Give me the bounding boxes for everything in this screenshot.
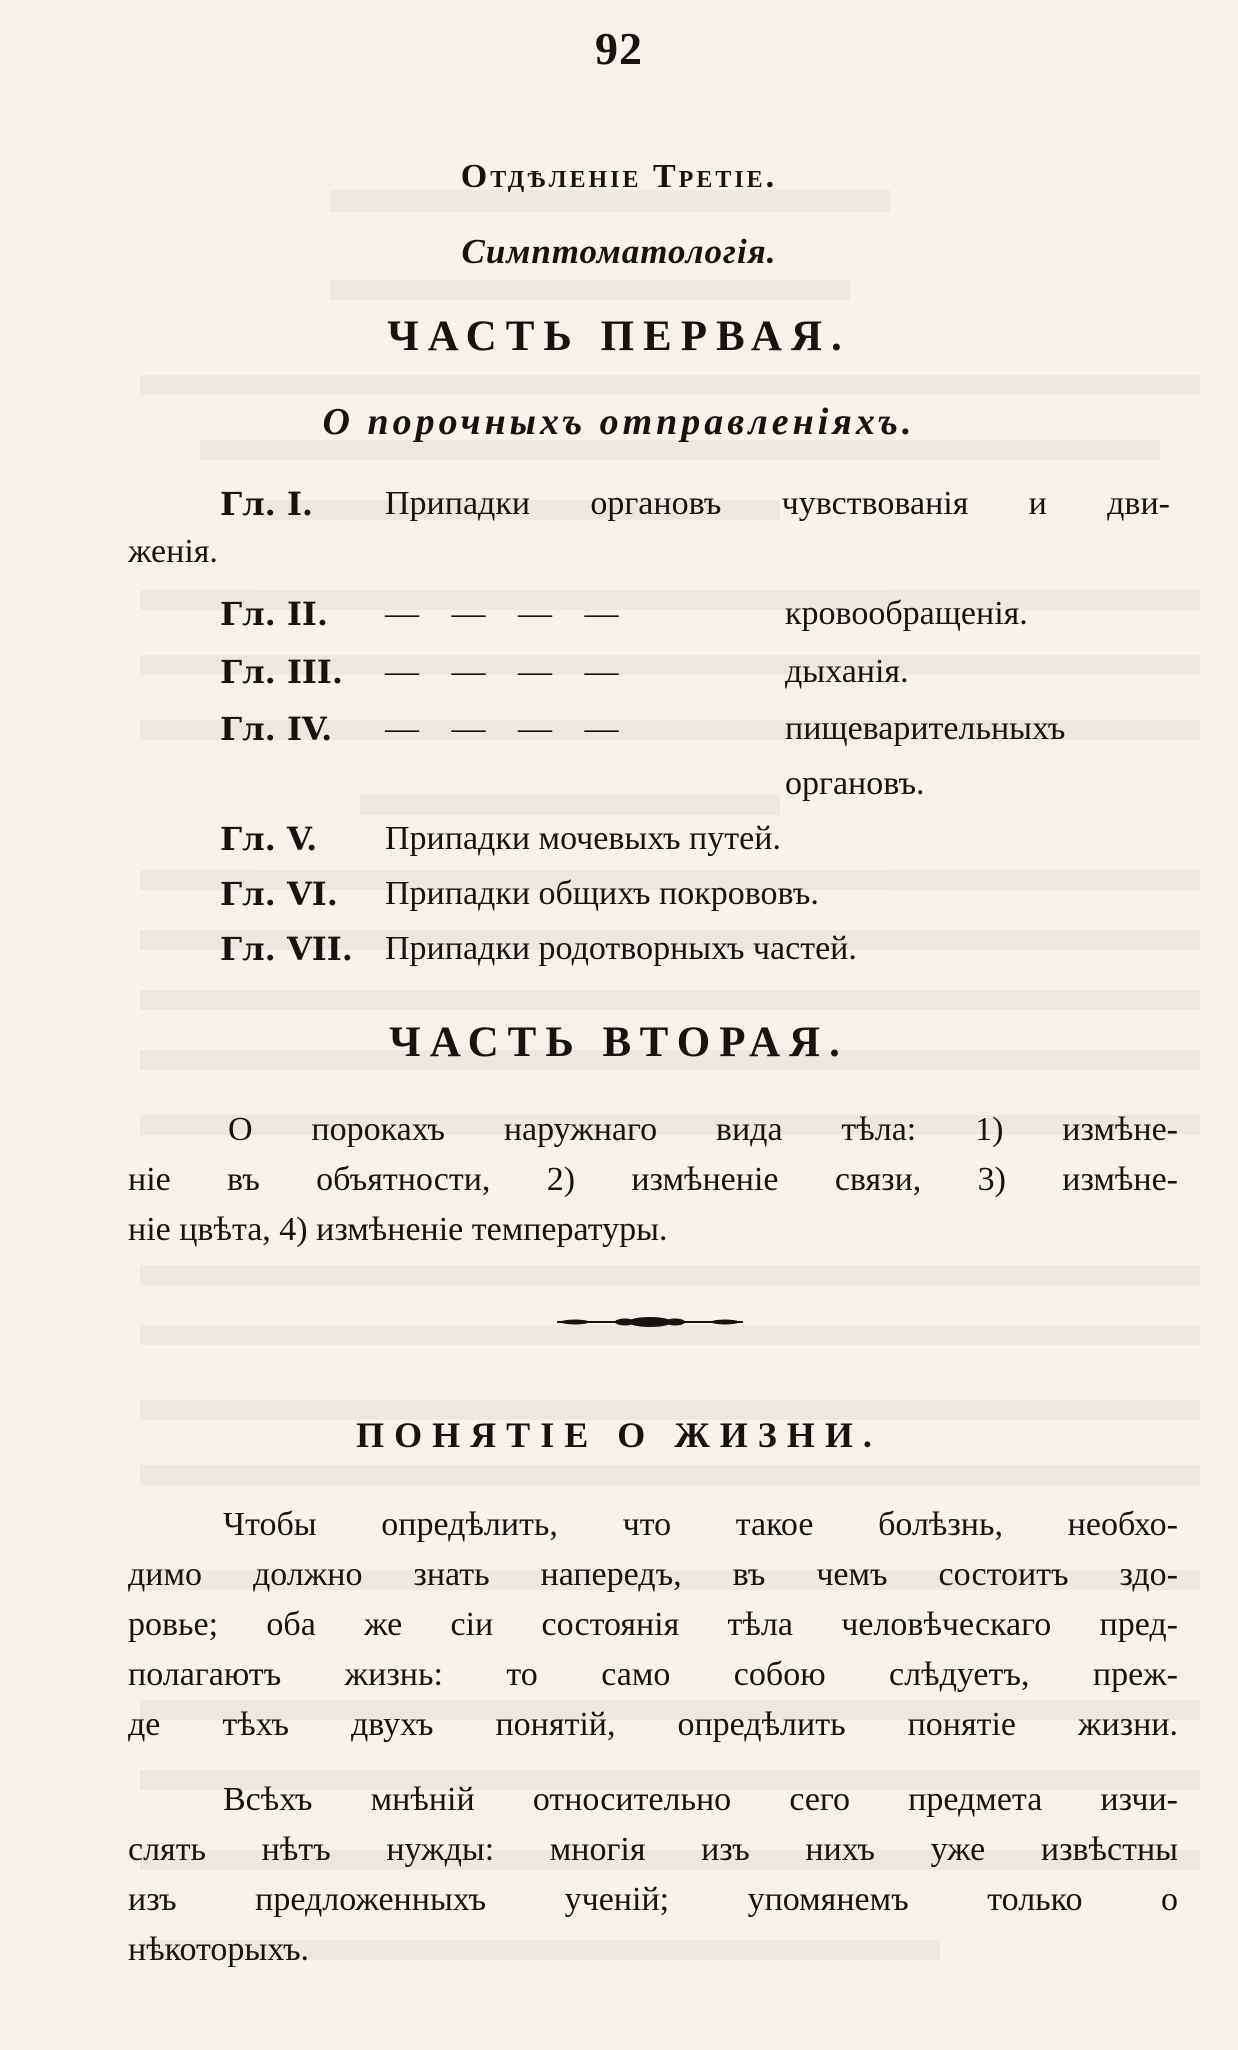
chapter-row	[0, 590, 1238, 638]
text-line: ровье; оба же сіи состоянія тѣла человѣческаго пред-	[128, 1606, 1178, 1643]
text-line: О порокахъ наружнаго вида тѣла: 1) измѣне-	[228, 1111, 1178, 1148]
text-line: полагаютъ жизнь: то само собою слѣдуетъ, преж-	[128, 1656, 1178, 1693]
text-line: изъ предложенныхъ ученій; упомянемъ только о	[128, 1881, 1178, 1918]
chapter-number: Гл. III.	[220, 653, 343, 691]
part-one-heading: ЧАСТЬ ПЕРВАЯ.	[387, 313, 851, 360]
chapter-title: Припадки родотворныхъ частей.	[385, 930, 857, 967]
ditto-dashes: — — — —	[385, 595, 631, 632]
text-line: нѣкоторыхъ.	[128, 1931, 310, 1968]
part-one-subheading: О порочныхъ отправленіяхъ.	[322, 401, 916, 443]
text-line: слять нѣтъ нужды: многія изъ нихъ уже извѣстны	[128, 1831, 1178, 1868]
concept-paragraph-2	[128, 1775, 1178, 1975]
chapter-number: Гл. VII.	[220, 930, 353, 968]
chapter-row	[0, 480, 1238, 528]
chapter-title-continuation: женія.	[128, 533, 218, 570]
chapter-row	[0, 705, 1238, 753]
chapter-row	[0, 870, 1238, 918]
chapter-title: кровообращенія.	[785, 595, 1028, 632]
ditto-dashes: — — — —	[385, 653, 631, 690]
concept-paragraph-1	[128, 1500, 1178, 1750]
chapter-row	[0, 648, 1238, 696]
part-two-paragraph	[128, 1105, 1178, 1255]
part-two-heading: ЧАСТЬ ВТОРАЯ.	[389, 1019, 849, 1066]
chapter-number: Гл. V.	[220, 820, 318, 858]
text-line: димо должно знать напередъ, въ чемъ состоитъ здо-	[128, 1556, 1178, 1593]
text-line: Всѣхъ мнѣній относительно сего предмета изчи-	[223, 1781, 1178, 1818]
chapter-title: Припадки общихъ покрововъ.	[385, 875, 819, 912]
chapter-row	[0, 815, 1238, 863]
page-number: 92	[595, 23, 643, 74]
chapter-number: Гл. VI.	[220, 875, 338, 913]
chapter-row	[0, 925, 1238, 973]
chapter-title-continuation: органовъ.	[785, 765, 925, 802]
text-line: ніе въ объятности, 2) измѣненіе связи, 3) измѣне-	[128, 1161, 1178, 1198]
concept-heading: ПОНЯТІЕ О ЖИЗНИ.	[356, 1415, 882, 1455]
chapter-title: Припадки органовъ чувствованія и дви-	[385, 485, 1170, 522]
chapter-title: пищеварительныхъ	[785, 710, 1066, 747]
ditto-dashes: — — — —	[385, 710, 631, 747]
ornamental-rule	[555, 1310, 745, 1334]
chapter-number: Гл. IV.	[220, 710, 333, 748]
text-line: ніе цвѣта, 4) измѣненіе температуры.	[128, 1211, 668, 1248]
text-line: Чтобы опредѣлить, что такое болѣзнь, необхо-	[223, 1506, 1178, 1543]
section-subtitle: Симптоматологія.	[461, 232, 777, 271]
chapter-title: дыханія.	[785, 653, 909, 690]
section-title: Отдѣленіе Третіе.	[460, 158, 778, 195]
text-line: де тѣхъ двухъ понятій, опредѣлить понятіе жизни.	[128, 1706, 1178, 1743]
chapter-title: Припадки мочевыхъ путей.	[385, 820, 781, 857]
chapter-number: Гл. I.	[220, 485, 314, 523]
chapter-number: Гл. II.	[220, 595, 329, 633]
